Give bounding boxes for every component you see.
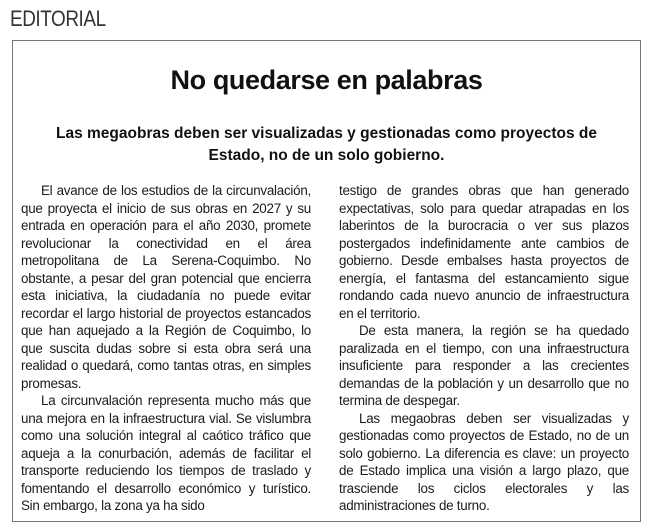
section-label: EDITORIAL (10, 6, 106, 31)
left-column (21, 182, 311, 515)
article-subtitle: Las megaobras deben ser visualizadas y gestionadas como proyectos de Estado, no de un solo gobierno. (56, 125, 597, 164)
right-column (339, 182, 629, 515)
paragraph: testigo de grandes obras que han generado expectativas, solo para quedar atrapadas en los laberintos de la burocracia o ver sus plazos postergados indefinidamente ante cambios de gobierno. Desde embalses hasta proyectos de energía, el fantasma del estancamiento sigue rondando cada nuevo anuncio de infraestructura en el territorio. (339, 183, 629, 321)
article-title: No quedarse en palabras (170, 65, 483, 95)
paragraph: La circunvalación representa mucho más que una mejora en la infraestructura vial. Se vislumbra como una solución integral al caótico tráfico que aqueja a la conurbación, además de facilitar el transporte reduciendo los tiempos de traslado y fomentando el desarrollo económico y turístico. Sin embargo, la zona ya ha sido (21, 393, 311, 513)
editorial-box (12, 40, 641, 522)
paragraph: El avance de los estudios de la circunvalación, que proyecta el inicio de sus obras en 2027 y su entrada en operación para el año 2030, promete revolucionar la conectividad en el área metropolitana de La Serena-Coquimbo. No obstante, a pesar del gran potencial que encierra esta iniciativa, la ciudadanía no puede evitar recordar el largo historial de proyectos estancados que han aquejado a la Región de Coquimbo, lo que suscita dudas sobre si esta obra será una realidad o quedará, como tantas otras, en simples promesas. (21, 183, 311, 391)
paragraph: Las megaobras deben ser visualizadas y gestionadas como proyectos de Estado, no de un solo gobierno. La diferencia es clave: un proyecto de Estado implica una visión a largo plazo, que trasciende los ciclos electorales y las administraciones de turno. (339, 410, 629, 513)
paragraph: De esta manera, la región se ha quedado paralizada en el tiempo, con una infraestructura insuficiente para responder a las crecientes demandas de la población y un desarrollo que no termina de despegar. (339, 323, 629, 408)
